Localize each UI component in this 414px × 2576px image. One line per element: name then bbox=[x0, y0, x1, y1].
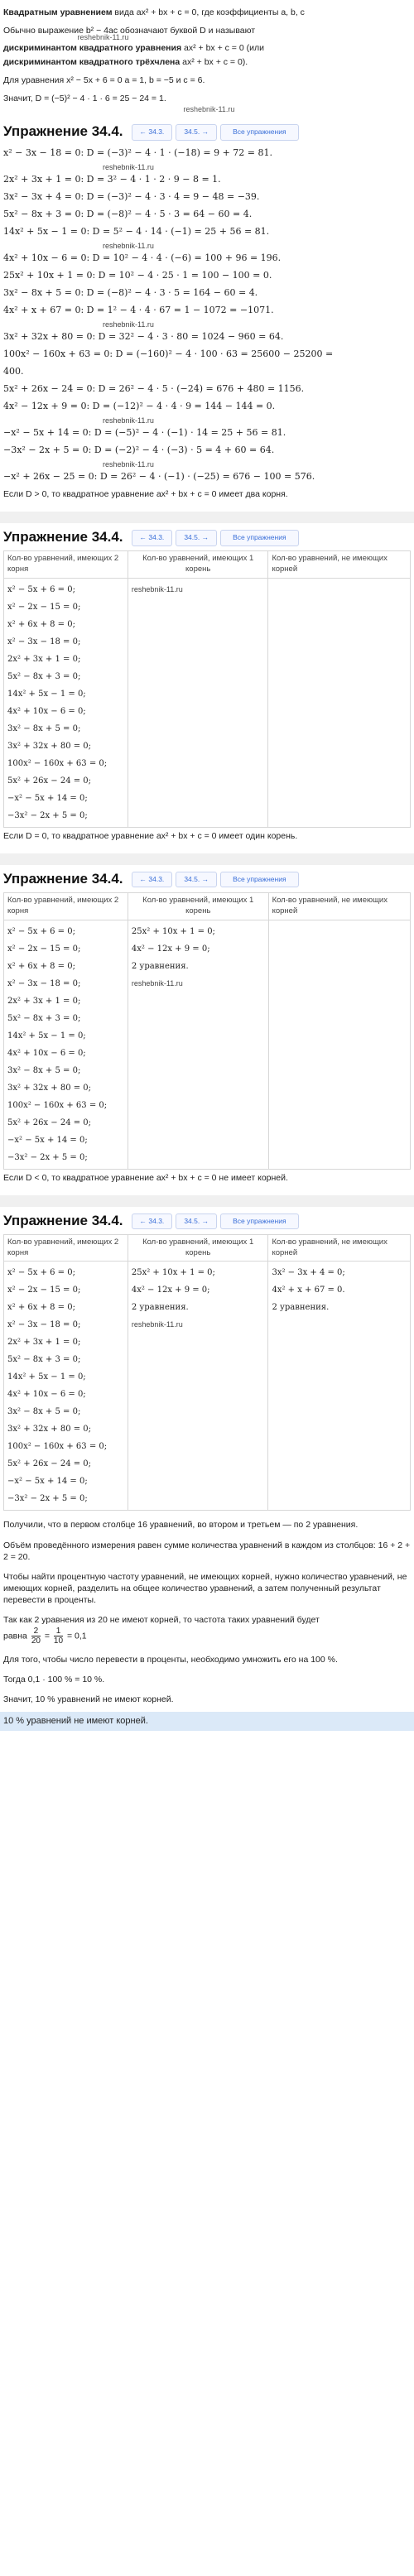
intro-line: дискриминантом квадратного трёхчлена ax² + bx + c = 0). bbox=[3, 56, 248, 67]
equation: 14x² + 5x − 1 = 0; bbox=[7, 689, 86, 699]
equation: 2 уравнения. bbox=[131, 1303, 189, 1313]
watermark: reshebnik-11.ru bbox=[103, 320, 154, 329]
section-divider bbox=[0, 853, 414, 865]
watermark: reshebnik-11.ru bbox=[103, 460, 154, 469]
equation: x² − 5x + 6 = 0; bbox=[7, 1268, 75, 1278]
exercise-title: Упражнение 34.4. bbox=[3, 529, 123, 545]
equation: −x² − 5x + 14 = 0; bbox=[7, 1135, 88, 1145]
fraction-denominator: 10 bbox=[53, 1636, 64, 1646]
exercise-nav bbox=[132, 872, 299, 887]
all-exercises-button[interactable]: Все упражнения bbox=[220, 124, 298, 140]
exercise-header bbox=[0, 119, 414, 145]
condition-no-roots: Если D < 0, то квадратное уравнение ax² + bx + c = 0 не имеет корней. bbox=[3, 1172, 288, 1183]
conclusion-text: Объём проведённого измерения равен сумме количества уравнений в каждом из столбцов: 16 + 2 + 2 = 20. bbox=[3, 1540, 411, 1562]
conclusion-text: Так как 2 уравнения из 20 не имеют корней, то частота таких уравнений будет равна $\frac{2}{20}$ = $\frac{1}{10}$ = 0,1 bbox=[3, 1615, 320, 1646]
equation: 2x² + 3x + 1 = 0; bbox=[7, 654, 81, 664]
column-header: Кол-во уравнений, не имеющих корней bbox=[268, 893, 410, 920]
equation: x² + 6x + 8 = 0; bbox=[7, 619, 75, 629]
solution-line: −3x² − 2x + 5 = 0: D = (−2)² − 4 · (−3) · 5 = 4 + 60 = 64. bbox=[3, 445, 275, 456]
conclusion-text: Тогда 0,1 · 100 % = 10 %. bbox=[3, 1674, 105, 1684]
fraction-numerator: 2 bbox=[31, 1627, 41, 1636]
watermark: reshebnik-11.ru bbox=[183, 105, 235, 114]
fraction-numerator: 1 bbox=[54, 1627, 63, 1636]
equation: 25x² + 10x + 1 = 0; bbox=[131, 1268, 215, 1278]
solution-line: 3x² − 8x + 5 = 0: D = (−8)² − 4 · 3 · 5 = 164 − 60 = 4. bbox=[3, 287, 258, 299]
prev-exercise-button[interactable]: ← 34.3. bbox=[132, 530, 173, 545]
conclusion-text: Чтобы найти процентную частоту уравнений, не имеющих корней, нужно количество уравнений, не имеющих корней, разделить на общее количество уравнений, а затем полученный результат перевести в проценты. bbox=[3, 1571, 407, 1606]
prev-exercise-button[interactable]: ← 34.3. bbox=[132, 124, 173, 140]
equation: −3x² − 2x + 5 = 0; bbox=[7, 1494, 88, 1504]
conclusion-text: Значит, 10 % уравнений не имеют корней. bbox=[3, 1694, 174, 1704]
fraction bbox=[31, 1627, 41, 1646]
condition-two-roots: Если D > 0, то квадратное уравнение ax² + bx + c = 0 имеет два корня. bbox=[3, 489, 288, 500]
column-header: Кол-во уравнений, имеющих 1 корень bbox=[128, 893, 268, 920]
watermark: reshebnik-11.ru bbox=[103, 416, 154, 425]
exercise-nav bbox=[132, 530, 299, 545]
roots-table-1 bbox=[3, 550, 411, 828]
equation: −x² − 5x + 14 = 0; bbox=[7, 793, 88, 803]
exercise-header bbox=[0, 1209, 414, 1234]
equation: 14x² + 5x − 1 = 0; bbox=[7, 1372, 86, 1382]
solution-line: 25x² + 10x + 1 = 0: D = 10² − 4 · 25 · 1 = 100 − 100 = 0. bbox=[3, 270, 272, 281]
watermark: reshebnik-11.ru bbox=[103, 163, 154, 172]
intro-block bbox=[0, 0, 414, 118]
column-header: Кол-во уравнений, имеющих 1 корень bbox=[128, 1234, 268, 1262]
prev-exercise-button[interactable]: ← 34.3. bbox=[132, 1214, 173, 1229]
equation: 25x² + 10x + 1 = 0; bbox=[131, 926, 215, 936]
watermark: reshebnik-11.ru bbox=[103, 242, 154, 251]
equation: 4x² + 10x − 6 = 0; bbox=[7, 1390, 86, 1400]
solution-line: 5x² − 8x + 3 = 0: D = (−8)² − 4 · 5 · 3 = 64 − 60 = 4. bbox=[3, 209, 253, 220]
equation: 100x² − 160x + 63 = 0; bbox=[7, 1100, 108, 1110]
column-header: Кол-во уравнений, не имеющих корней bbox=[268, 551, 411, 579]
equation: 5x² − 8x + 3 = 0; bbox=[7, 1355, 81, 1365]
solution-line: −x² + 26x − 25 = 0: D = 26² − 4 · (−1) · (−25) = 676 − 100 = 576. bbox=[3, 471, 315, 483]
equation: 2 уравнения. bbox=[131, 961, 189, 971]
solution-line: 4x² + 10x − 6 = 0: D = 10² − 4 · 4 · (−6) = 100 + 96 = 196. bbox=[3, 252, 282, 264]
equation: 14x² + 5x − 1 = 0; bbox=[7, 1031, 86, 1040]
equation: 5x² + 26x − 24 = 0; bbox=[7, 776, 92, 786]
intro-line: Квадратным уравнением вида ax² + bx + c = 0, где коэффициенты a, b, c bbox=[3, 7, 305, 17]
equation: 4x² + 10x − 6 = 0; bbox=[7, 1048, 86, 1058]
next-exercise-button[interactable]: 34.5. → bbox=[176, 124, 217, 140]
exercise-header bbox=[0, 867, 414, 892]
equation: 2x² + 3x + 1 = 0; bbox=[7, 1338, 81, 1348]
exercise-nav bbox=[132, 1214, 299, 1229]
conclusion-text: Получили, что в первом столбце 16 уравнений, во втором и третьем — по 2 уравнения. bbox=[3, 1520, 359, 1531]
equation: 4x² + x + 67 = 0. bbox=[272, 1286, 345, 1295]
exercise-header bbox=[0, 525, 414, 550]
solution-line: −x² − 5x + 14 = 0: D = (−5)² − 4 · (−1) · 14 = 25 + 56 = 81. bbox=[3, 427, 286, 439]
exercise-title: Упражнение 34.4. bbox=[3, 871, 123, 887]
equation: 3x² − 8x + 5 = 0; bbox=[7, 1065, 81, 1075]
intro-line: Обычно выражение b² − 4ac обозначают буквой D и называют bbox=[3, 26, 256, 36]
solution-line: 3x² − 3x + 4 = 0: D = (−3)² − 4 · 3 · 4 = 9 − 48 = −39. bbox=[3, 191, 260, 203]
equation: x² + 6x + 8 = 0; bbox=[7, 1303, 75, 1313]
equation: 4x² + 10x − 6 = 0; bbox=[7, 706, 86, 716]
watermark: reshebnik-11.ru bbox=[131, 584, 183, 594]
equation: 3x² − 3x + 4 = 0; bbox=[272, 1268, 345, 1278]
equation: x² − 3x − 18 = 0; bbox=[7, 978, 81, 988]
equation: 3x² − 8x + 5 = 0; bbox=[7, 1407, 81, 1417]
equation: 2 уравнения. bbox=[272, 1303, 330, 1313]
fraction bbox=[54, 1627, 63, 1646]
intro-line: дискриминантом квадратного уравнения ax² + bx + c = 0 (или bbox=[3, 43, 264, 54]
equation: x² + 6x + 8 = 0; bbox=[7, 961, 75, 971]
solution-line: 2x² + 3x + 1 = 0: D = 3² − 4 · 1 · 2 · 9 − 8 = 1. bbox=[3, 174, 221, 185]
exercise-nav bbox=[132, 124, 299, 140]
condition-one-root: Если D = 0, то квадратное уравнение ax² + bx + c = 0 имеет один корень. bbox=[3, 830, 298, 841]
column-header: Кол-во уравнений, имеющих 2 корня bbox=[4, 1234, 128, 1262]
fraction-denominator: 20 bbox=[31, 1636, 41, 1646]
column-header: Кол-во уравнений, имеющих 1 корень bbox=[128, 551, 268, 579]
equation: 100x² − 160x + 63 = 0; bbox=[7, 758, 108, 768]
column-header: Кол-во уравнений, имеющих 2 корня bbox=[4, 893, 128, 920]
solution-line: 100x² − 160x + 63 = 0: D = (−160)² − 4 · 100 · 63 = 25600 − 25200 = bbox=[3, 348, 334, 360]
next-exercise-button[interactable]: 34.5. → bbox=[176, 872, 217, 887]
frequency-result: = 0,1 bbox=[66, 1630, 87, 1641]
frequency-text: Так как 2 уравнения из 20 не имеют корней, то частота таких уравнений будет bbox=[3, 1615, 320, 1626]
solution-line: 4x² − 12x + 9 = 0: D = (−12)² − 4 · 4 · 9 = 144 − 144 = 0. bbox=[3, 401, 276, 412]
solution-line: 3x² + 32x + 80 = 0: D = 32² − 4 · 3 · 80 = 1024 − 960 = 64. bbox=[3, 331, 284, 343]
discriminant-solutions bbox=[0, 145, 414, 486]
equation: 5x² − 8x + 3 = 0; bbox=[7, 671, 81, 681]
equation: 4x² − 12x + 9 = 0; bbox=[131, 1286, 210, 1295]
equation: 3x² − 8x + 5 = 0; bbox=[7, 723, 81, 733]
prev-exercise-button[interactable]: ← 34.3. bbox=[132, 872, 173, 887]
column-header: Кол-во уравнений, не имеющих корней bbox=[268, 1234, 411, 1262]
equation: x² − 2x − 15 = 0; bbox=[7, 1286, 81, 1295]
intro-line: Значит, D = (−5)² − 4 · 1 · 6 = 25 − 24 = 1. bbox=[3, 94, 166, 103]
exercise-title: Упражнение 34.4. bbox=[3, 123, 123, 140]
all-exercises-button[interactable]: Все упражнения bbox=[220, 872, 298, 887]
solution-line: 4x² + x + 67 = 0: D = 1² − 4 · 4 · 67 = 1 − 1072 = −1071. bbox=[3, 305, 274, 316]
equation: x² − 5x + 6 = 0; bbox=[7, 926, 75, 936]
frequency-text: равна bbox=[3, 1630, 27, 1641]
section-divider bbox=[0, 1195, 414, 1207]
intro-text-1-visible: вида ax² + bx + c = 0, где коэффициенты a, b, c bbox=[114, 7, 305, 17]
column-header: Кол-во уравнений, имеющих 2 корня bbox=[4, 551, 128, 579]
final-answer: 10 % уравнений не имеют корней. bbox=[0, 1712, 414, 1731]
equation: −3x² − 2x + 5 = 0; bbox=[7, 810, 88, 820]
equation: 5x² − 8x + 3 = 0; bbox=[7, 1013, 81, 1023]
solution-line: 400. bbox=[3, 366, 24, 377]
equation: 4x² − 12x + 9 = 0; bbox=[131, 944, 210, 954]
intro-line: Для уравнения x² − 5x + 6 = 0 a = 1, b = −5 и c = 6. bbox=[3, 74, 205, 85]
solution-line: 14x² + 5x − 1 = 0: D = 5² − 4 · 14 · (−1) = 25 + 56 = 81. bbox=[3, 226, 270, 238]
equation: x² − 2x − 15 = 0; bbox=[7, 602, 81, 612]
equation: x² − 3x − 18 = 0; bbox=[7, 637, 81, 646]
all-exercises-button[interactable]: Все упражнения bbox=[220, 1214, 298, 1229]
equation: x² − 2x − 15 = 0; bbox=[7, 944, 81, 954]
conclusion-text: Для того, чтобы число перевести в проценты, необходимо умножить его на 100 %. bbox=[3, 1654, 338, 1665]
equation: 5x² + 26x − 24 = 0; bbox=[7, 1459, 92, 1469]
next-exercise-button[interactable]: 34.5. → bbox=[176, 1214, 217, 1229]
bold-term: дискриминантом квадратного уравнения bbox=[3, 43, 182, 54]
all-exercises-button[interactable]: Все упражнения bbox=[220, 530, 298, 545]
solution-line: 5x² + 26x − 24 = 0: D = 26² − 4 · 5 · (−24) = 676 + 480 = 1156. bbox=[3, 383, 305, 395]
section-divider bbox=[0, 512, 414, 523]
equation: 100x² − 160x + 63 = 0; bbox=[7, 1442, 108, 1452]
equation: 3x² + 32x + 80 = 0; bbox=[7, 741, 92, 751]
roots-table-3 bbox=[3, 1234, 411, 1511]
watermark: reshebnik-11.ru bbox=[131, 1320, 183, 1329]
exercise-title: Упражнение 34.4. bbox=[3, 1212, 123, 1228]
watermark: reshebnik-11.ru bbox=[77, 33, 129, 42]
equation: x² − 3x − 18 = 0; bbox=[7, 1320, 81, 1330]
watermark: reshebnik-11.ru bbox=[131, 978, 183, 988]
equation: 3x² + 32x + 80 = 0; bbox=[7, 1425, 92, 1435]
equation: −x² − 5x + 14 = 0; bbox=[7, 1477, 88, 1487]
equation: 2x² + 3x + 1 = 0; bbox=[7, 996, 81, 1006]
equation: x² − 5x + 6 = 0; bbox=[7, 584, 75, 594]
roots-table-2 bbox=[3, 892, 411, 1170]
bold-term: дискриминантом квадратного трёхчлена bbox=[3, 56, 181, 67]
solution-line: x² − 3x − 18 = 0: D = (−3)² − 4 · 1 · (−18) = 9 + 72 = 81. bbox=[3, 147, 272, 159]
equation: −3x² − 2x + 5 = 0; bbox=[7, 1152, 88, 1162]
equation: 5x² + 26x − 24 = 0; bbox=[7, 1117, 92, 1127]
equation: 3x² + 32x + 80 = 0; bbox=[7, 1083, 92, 1093]
next-exercise-button[interactable]: 34.5. → bbox=[176, 530, 217, 545]
